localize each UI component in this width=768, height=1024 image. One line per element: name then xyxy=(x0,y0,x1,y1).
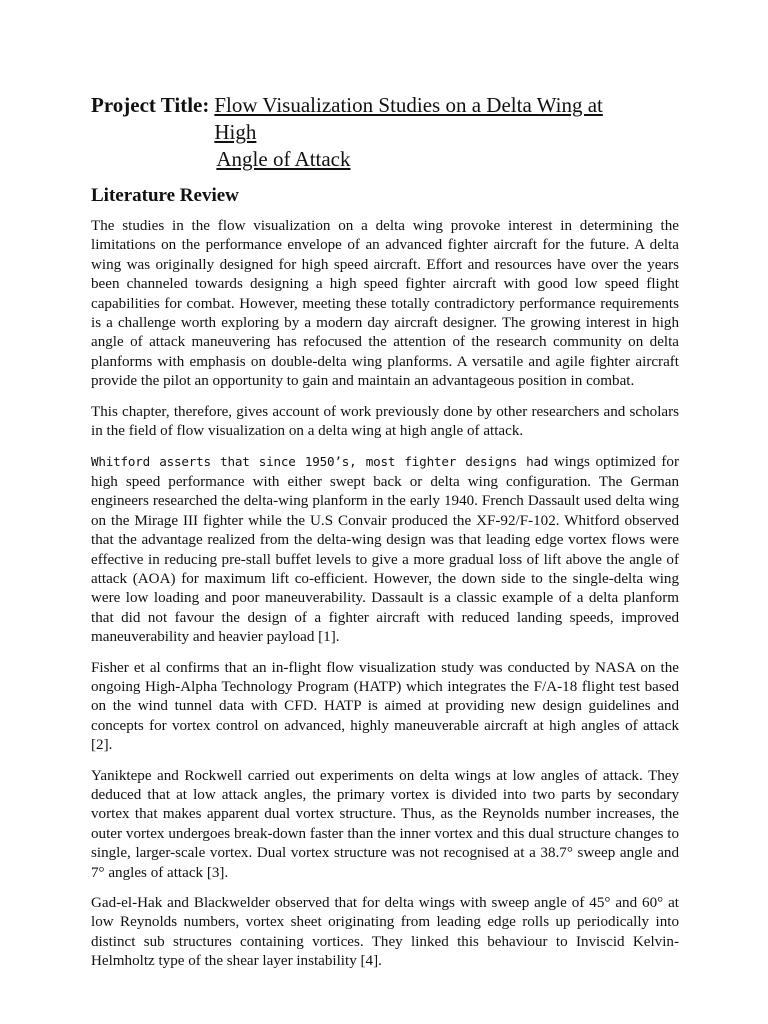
project-title-label: Project Title: xyxy=(91,93,210,117)
paragraph-chapter-overview: This chapter, therefore, gives account of work previously done by other researchers and scholars in the field of flow visualization on a delta wing at high angle of attack. xyxy=(91,403,679,440)
paragraph-whitford-lead: Whitford asserts that since 1950’s, most fighter designs had xyxy=(91,454,549,470)
paragraph-intro: The studies in the flow visualization on a delta wing provoke interest in determining the limitations on the performance envelope of an advanced fighter aircraft for the future. A delta wing was originally designed for high speed aircraft. Effort and resources have over the years been channeled towards designing a high speed fighter aircraft with good low speed flight capabilities for combat. However, meeting these totally contradictory performance requirements is a challenge worth exploring by a modern day aircraft designer. The growing interest in high angle of attack maneuvering has refocused the attention of the research community on delta planforms with emphasis on double-delta wing planforms. A versatile and agile fighter aircraft provide the pilot an opportunity to gain and maintain an advantageous position in combat. xyxy=(91,218,679,390)
paragraph-whitford-body: wings optimized for high speed performance with either swept back or delta wing configuration. The German engineers researched the delta-wing planform in the early 1940. French Dassault used delta wing on the Mirage III fighter while the U.S Convair produced the XF-92/F-102. Whitford observed that the advantage realized from the delta-wing design was that leading edge vortex flows were effective in reducing pre-stall buffet levels to give a more gradual loss of lift above the angle of attack (AOA) for maximum lift co-efficient. However, the down side to the single-delta wing were low loading and poor maneuverability. Dassault is a classic example of a delta planform that did not favour the design of a fighter aircraft with reduced landing speeds, improved maneuverability and heavier payload [1]. xyxy=(91,454,679,646)
paragraph-yaniktepe: Yaniktepe and Rockwell carried out experiments on delta wings at low angles of attack. They deduced that at low attack angles, the primary vortex is divided into two parts by secondary vortex that makes apparent dual vortex structure. Thus, as the Reynolds number increases, the outer vortex undergoes break-down faster than the inner vortex and this dual structure changes to single, larger-scale vortex. Dual vortex structure was not recognised at a 38.7° sweep angle and 7° angles of attack [3]. xyxy=(91,767,679,881)
project-title-line-2: Angle of Attack xyxy=(216,147,351,171)
project-title xyxy=(91,92,679,173)
paragraph-fisher: Fisher et al confirms that an in-flight flow visualization study was conducted by NASA on the ongoing High-Alpha Technology Program (HATP) which integrates the F/A-18 flight test based on the wind tunnel data with CFD. HATP is aimed at providing new design guidelines and concepts for vortex control on advanced, highly maneuverable aircraft at high angles of attack [2]. xyxy=(91,659,679,754)
project-title-line-1: Flow Visualization Studies on a Delta Wing at High xyxy=(214,93,603,144)
section-heading: Literature Review xyxy=(91,185,239,206)
paragraph-whitford xyxy=(91,452,679,647)
document-page xyxy=(91,92,679,983)
paragraph-gad-el-hak: Gad-el-Hak and Blackwelder observed that for delta wings with sweep angle of 45° and 60° at low Reynolds numbers, vortex sheet originating from leading edge rolls up periodically into distinct sub structures containing vortices. They linked this behaviour to Inviscid Kelvin-Helmholtz type of the shear layer instability [4]. xyxy=(91,895,679,970)
project-title-text xyxy=(214,92,644,173)
